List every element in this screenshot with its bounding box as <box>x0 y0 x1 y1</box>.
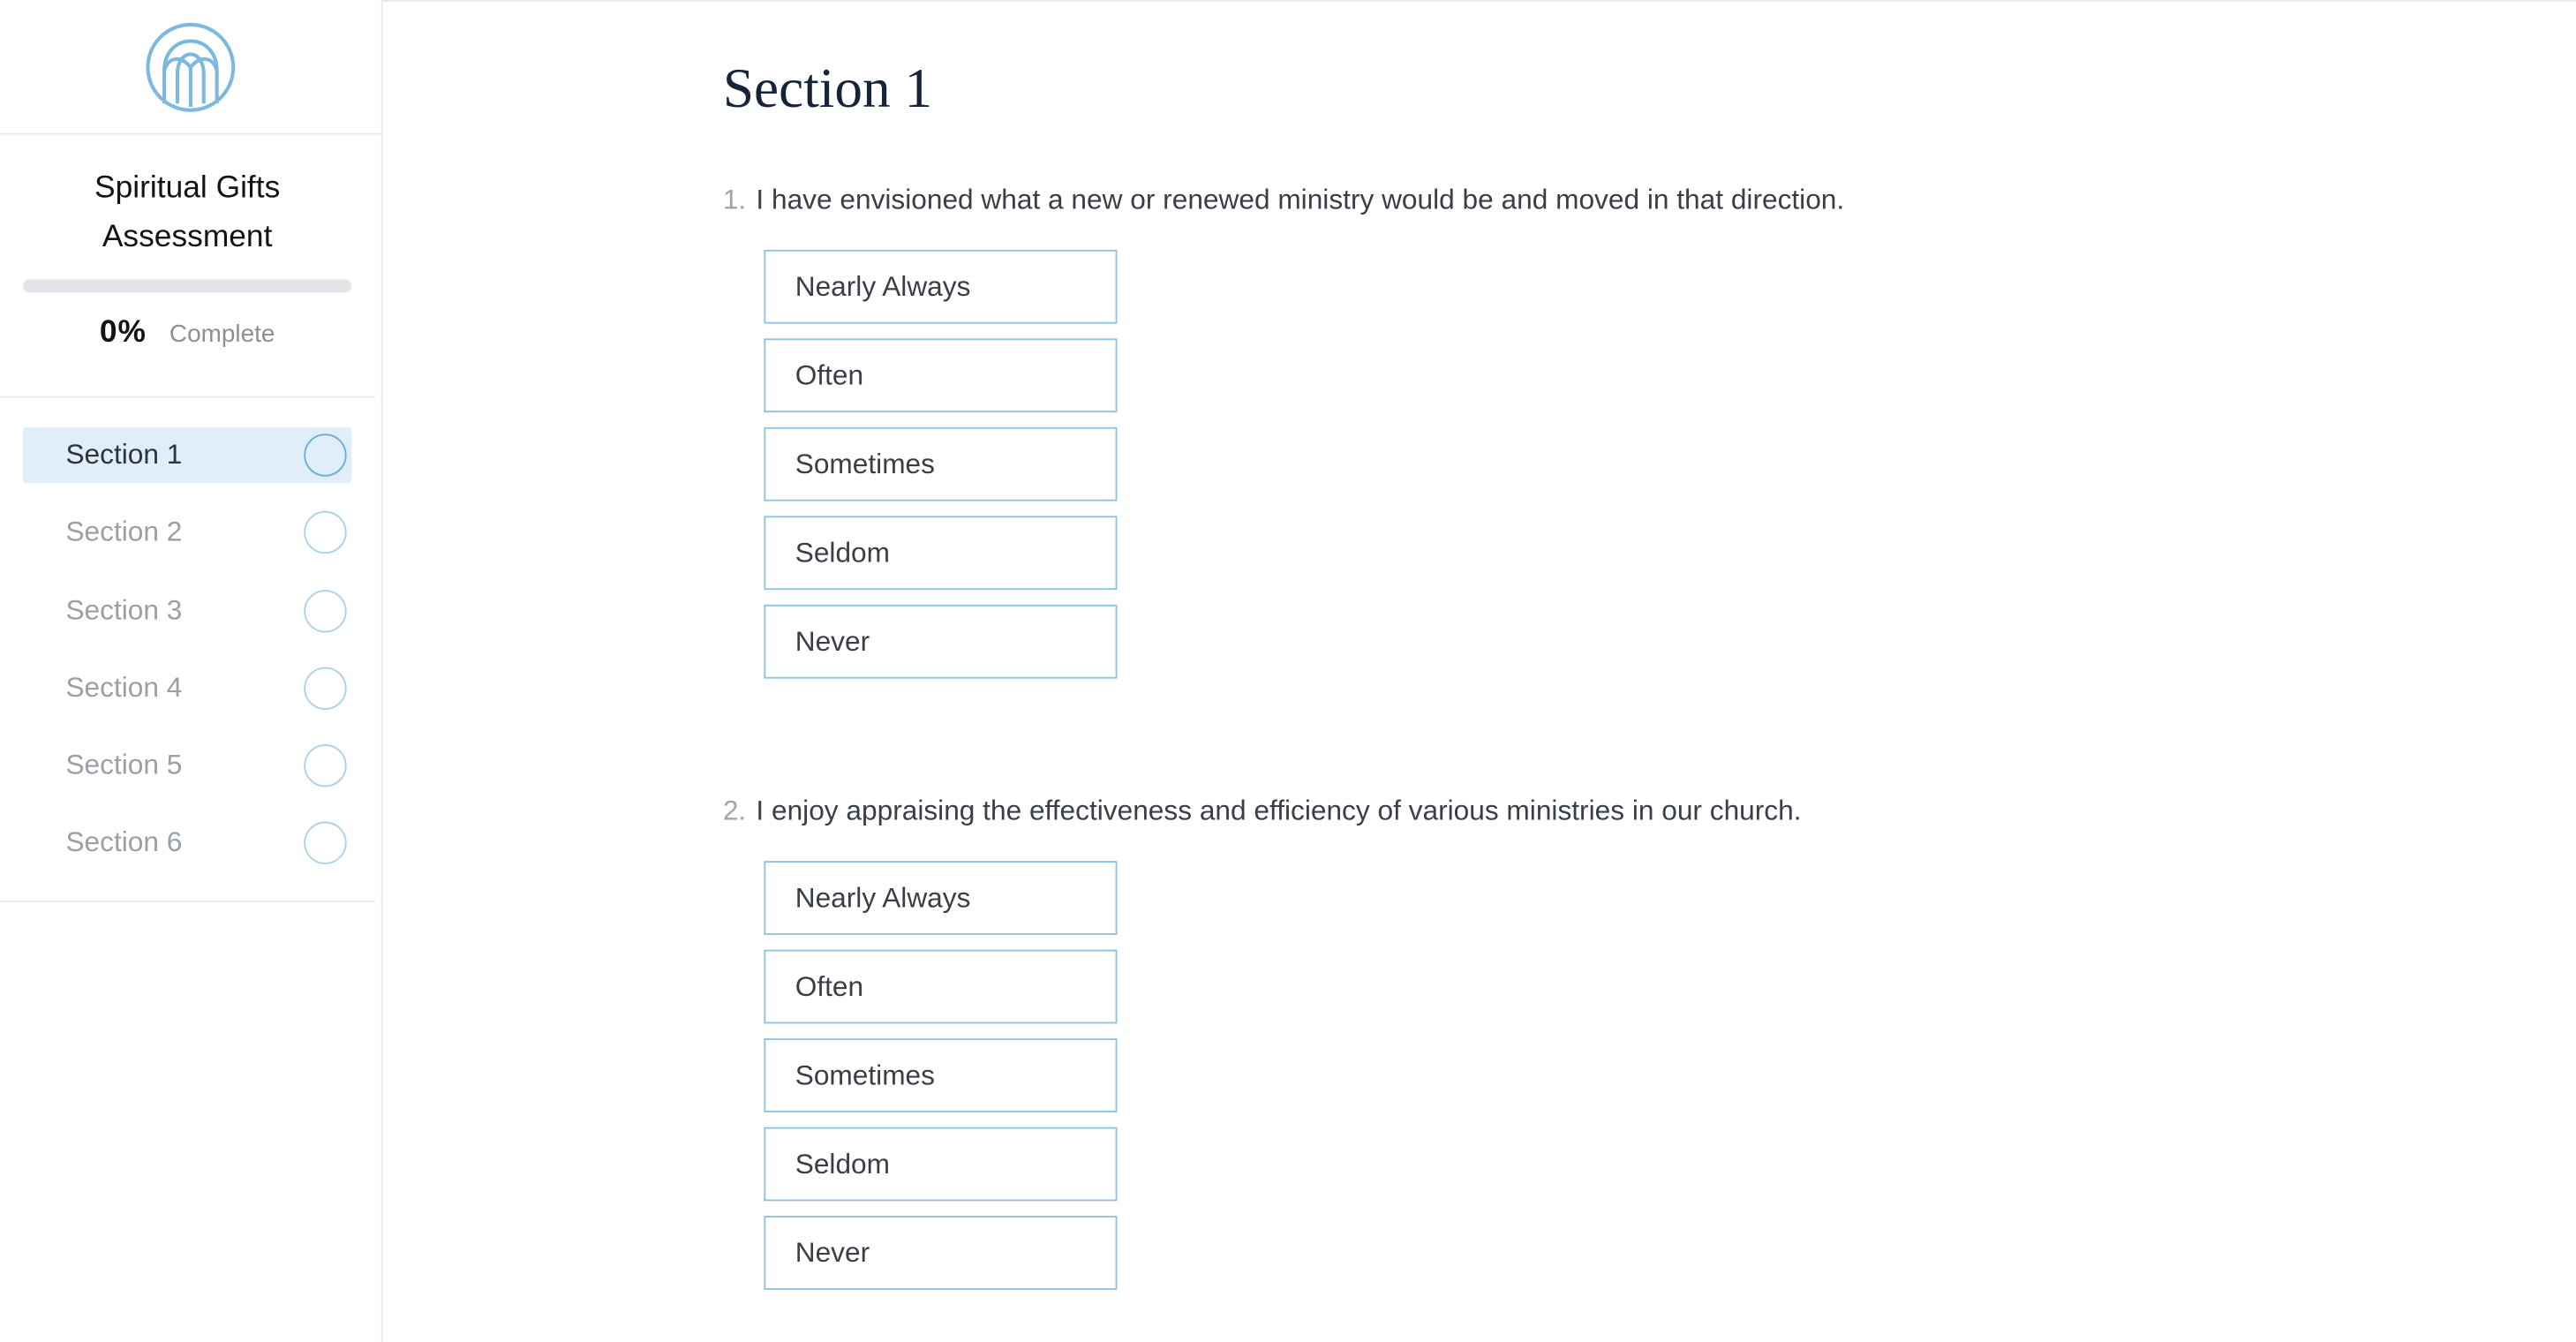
section-label: Section 5 <box>65 749 183 781</box>
answer-option-button[interactable]: Often <box>764 950 1117 1024</box>
answer-option-button[interactable]: Seldom <box>764 1127 1117 1202</box>
section-status-circle-icon <box>304 744 346 787</box>
answer-option-button[interactable]: Never <box>764 1216 1117 1290</box>
section-label: Section 3 <box>65 593 183 626</box>
answer-option-button[interactable]: Nearly Always <box>764 250 1117 324</box>
question-prompt: I enjoy appraising the effectiveness and efficiency of various ministries in our church. <box>756 795 1802 827</box>
sidebar-item-section-4[interactable] <box>23 660 351 716</box>
section-label: Section 4 <box>65 671 183 704</box>
question-number: 1. <box>722 184 747 215</box>
arch-logo-icon[interactable] <box>145 20 237 112</box>
section-status-circle-icon <box>304 511 346 554</box>
section-status-circle-icon <box>304 434 346 476</box>
assessment-summary <box>0 135 374 398</box>
top-divider <box>383 0 2576 2</box>
sidebar-item-section-1[interactable] <box>23 427 351 483</box>
progress-status <box>23 315 351 351</box>
sidebar <box>0 0 383 1342</box>
question-prompt: I have envisioned what a new or renewed ministry would be and moved in that direction. <box>756 184 1845 215</box>
section-status-circle-icon <box>304 667 346 709</box>
section-status-circle-icon <box>304 822 346 864</box>
sidebar-item-section-2[interactable] <box>23 505 351 561</box>
logo-area <box>0 0 381 135</box>
answer-option-button[interactable]: Sometimes <box>764 1038 1117 1112</box>
section-label: Section 2 <box>65 516 183 548</box>
assessment-title-line2: Assessment <box>102 220 273 255</box>
answer-options <box>764 250 1844 679</box>
section-status-circle-icon <box>304 589 346 631</box>
section-label: Section 1 <box>65 438 183 471</box>
progress-percent: 0% <box>99 315 147 351</box>
page-title: Section 1 <box>722 58 933 120</box>
progress-caption: Complete <box>169 320 275 349</box>
question-number: 2. <box>722 795 747 827</box>
sidebar-item-section-5[interactable] <box>23 738 351 794</box>
assessment-title-line1: Spiritual Gifts <box>94 170 281 206</box>
answer-option-button[interactable]: Seldom <box>764 516 1117 590</box>
section-nav <box>0 397 374 901</box>
answer-option-button[interactable]: Never <box>764 605 1117 679</box>
assessment-title <box>23 164 351 263</box>
section-label: Section 6 <box>65 826 183 859</box>
answer-option-button[interactable]: Often <box>764 338 1117 412</box>
answer-option-button[interactable]: Sometimes <box>764 427 1117 501</box>
question-text <box>723 181 1844 221</box>
answer-options <box>764 861 1801 1290</box>
progress-bar <box>23 279 351 292</box>
question-text <box>723 792 1802 832</box>
answer-option-button[interactable]: Nearly Always <box>764 861 1117 935</box>
sidebar-item-section-3[interactable] <box>23 583 351 638</box>
question-1 <box>723 181 1844 694</box>
sidebar-item-section-6[interactable] <box>23 816 351 871</box>
question-2 <box>723 792 1802 1305</box>
